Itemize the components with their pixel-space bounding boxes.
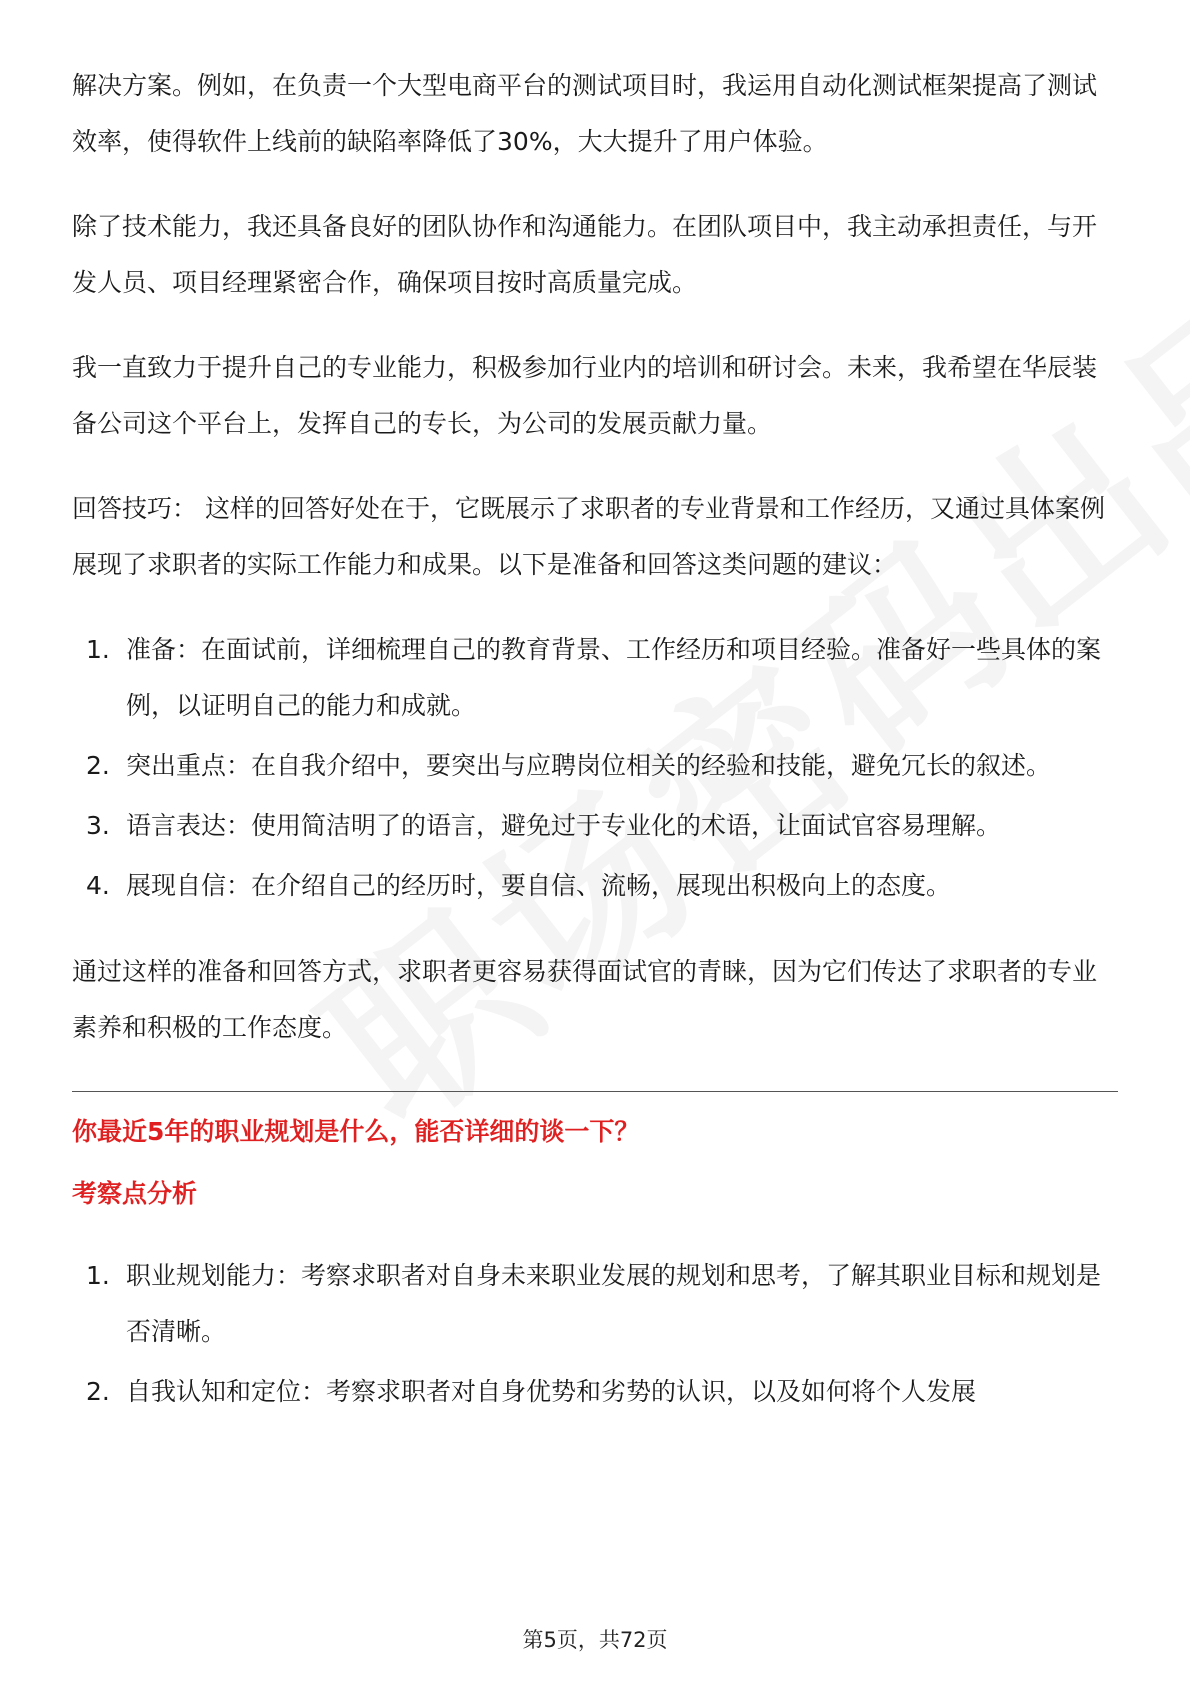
list-item [72,798,1118,854]
section-divider [72,1091,1118,1092]
list-item [72,1248,1118,1360]
paragraph-solution: 解决方案。例如，在负责一个大型电商平台的测试项目时，我运用自动化测试框架提高了测试效率，使得软件上线前的缺陷率降低了30%，大大提升了用户体验。 [72,71,1098,156]
list-item-text: 突出重点：在自我介绍中，要突出与应聘岗位相关的经验和技能，避免冗长的叙述。 [126,751,1052,780]
question-heading: 你最近5年的职业规划是什么，能否详细的谈一下？ [72,1117,640,1146]
analysis-list [72,1248,1118,1420]
list-number: 1. [86,635,110,664]
list-number: 3. [86,811,110,840]
list-number: 2. [86,1377,110,1406]
list-item-text: 语言表达：使用简洁明了的语言，避免过于专业化的术语，让面试官容易理解。 [126,811,1002,840]
list-number: 2. [86,751,110,780]
tips-list [72,622,1118,914]
list-item-text: 准备：在面试前，详细梳理自己的教育背景、工作经历和项目经验。准备好一些具体的案例，以证明自己的能力和成就。 [126,635,1102,720]
list-item-text: 自我认知和定位：考察求职者对自身优势和劣势的认识，以及如何将个人发展 [126,1377,977,1406]
paragraph-teamwork: 除了技术能力，我还具备良好的团队协作和沟通能力。在团队项目中，我主动承担责任，与开发人员、项目经理紧密合作，确保项目按时高质量完成。 [72,212,1098,297]
list-number: 1. [86,1261,110,1290]
paragraph-closing: 通过这样的准备和回答方式，求职者更容易获得面试官的青睐，因为它们传达了求职者的专业素养和积极的工作态度。 [72,957,1098,1042]
paragraph-answer-tips: 回答技巧： 这样的回答好处在于，它既展示了求职者的专业背景和工作经历，又通过具体案例展现了求职者的实际工作能力和成果。以下是准备和回答这类问题的建议： [72,494,1105,579]
page-footer: 第5页，共72页 [522,1628,668,1652]
list-item [72,738,1118,794]
document-page [72,58,1118,1450]
analysis-heading: 考察点分析 [72,1179,198,1208]
list-item-text: 职业规划能力：考察求职者对自身未来职业发展的规划和思考，了解其职业目标和规划是否清晰。 [126,1261,1102,1346]
list-item-text: 展现自信：在介绍自己的经历时，要自信、流畅，展现出积极向上的态度。 [126,871,952,900]
list-item [72,622,1118,734]
list-number: 4. [86,871,110,900]
list-item [72,858,1118,914]
paragraph-future: 我一直致力于提升自己的专业能力，积极参加行业内的培训和研讨会。未来，我希望在华辰装备公司这个平台上，发挥自己的专长，为公司的发展贡献力量。 [72,353,1098,438]
list-item [72,1364,1118,1420]
